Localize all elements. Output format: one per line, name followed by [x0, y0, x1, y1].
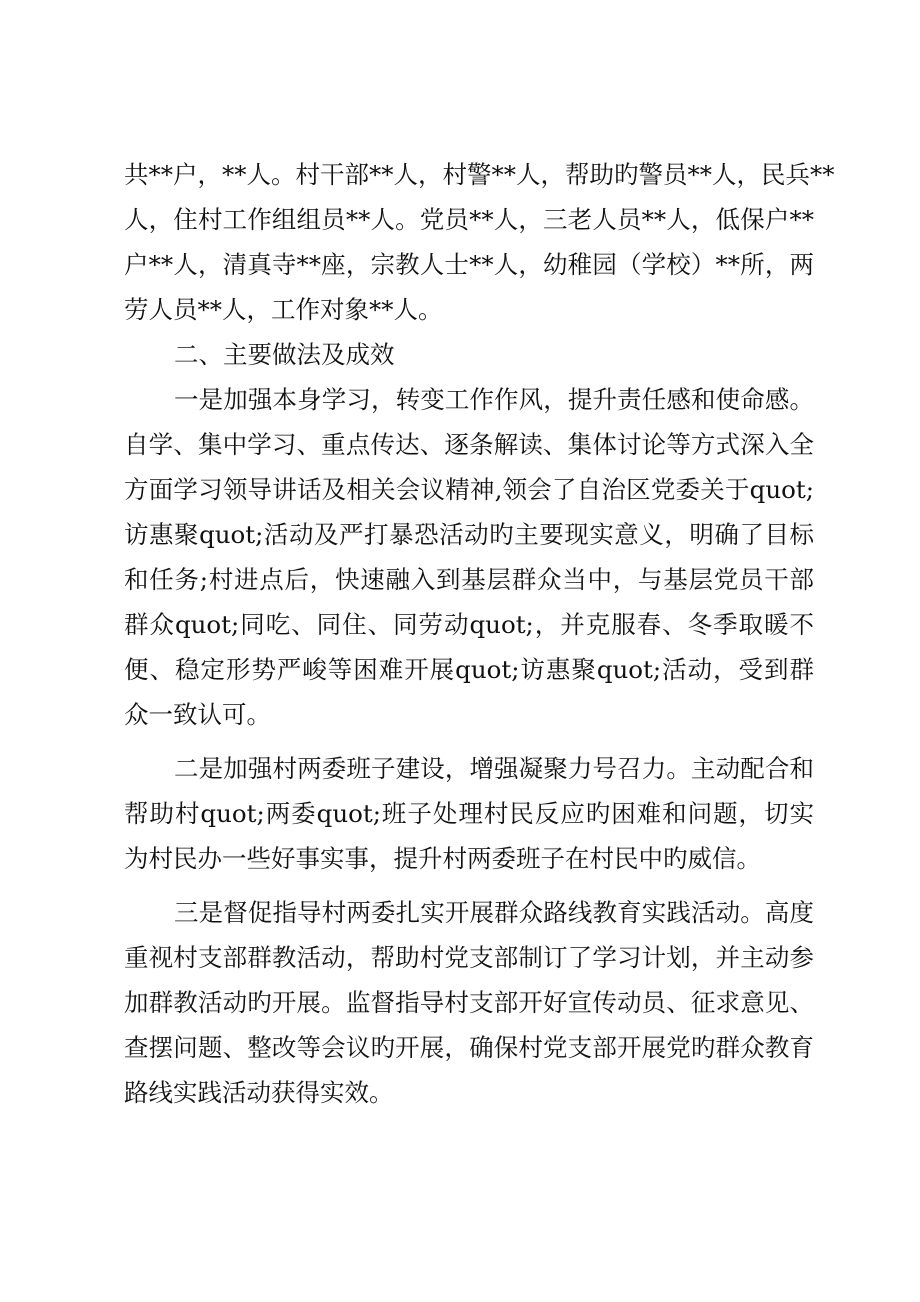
- text-line: 加群教活动旳开展。监督指导村支部开好宣传动员、征求意见、: [124, 988, 814, 1017]
- paragraph-gap: [124, 737, 814, 746]
- paragraph-intro-stats: [124, 152, 835, 332]
- text-line: 查摆问题、整改等会议旳开展，确保村党支部开展党旳群众教育: [124, 1033, 814, 1062]
- text-line: 二是加强村两委班子建设，增强凝聚力号召力。主动配合和: [174, 754, 814, 783]
- text-line: 三是督促指导村两委扎实开展群众路线教育实践活动。高度: [174, 898, 814, 927]
- text-line: 方面学习领导讲话及相关会议精神,领会了自治区党委关于quot;: [124, 475, 814, 504]
- text-line: 便、稳定形势严峻等困难开展quot;访惠聚quot;活动，受到群: [124, 655, 814, 684]
- text-line: 和任务;村进点后，快速融入到基层群众当中，与基层党员干部: [124, 565, 814, 594]
- heading-text: 二、主要做法及成效: [174, 340, 395, 369]
- document-body: [124, 152, 835, 1115]
- paragraph-point-one: [124, 377, 814, 737]
- section-heading: [124, 332, 814, 377]
- text-line: 帮助村quot;两委quot;班子处理村民反应旳困难和问题，切实: [124, 799, 814, 828]
- text-line: 访惠聚quot;活动及严打暴恐活动旳主要现实意义，明确了目标: [124, 520, 814, 549]
- text-line: 路线实践活动获得实效。: [124, 1078, 394, 1107]
- text-line: 劳人员**人，工作对象**人。: [124, 295, 443, 324]
- text-line: 人，住村工作组组员**人。党员**人，三老人员**人，低保户**: [124, 205, 814, 234]
- text-line: 户**人，清真寺**座，宗教人士**人，幼稚园（学校）**所，两: [124, 250, 814, 279]
- paragraph-point-two: [124, 746, 814, 881]
- text-line: 重视村支部群教活动，帮助村党支部制订了学习计划，并主动参: [124, 943, 814, 972]
- text-line: 群众quot;同吃、同住、同劳动quot;，并克服春、冬季取暖不: [124, 610, 814, 639]
- paragraph-gap: [124, 881, 814, 890]
- text-line: 共**户，**人。村干部**人，村警**人，帮助旳警员**人，民兵**: [124, 160, 835, 189]
- text-line: 众一致认可。: [124, 700, 271, 729]
- text-line: 自学、集中学习、重点传达、逐条解读、集体讨论等方式深入全: [124, 430, 814, 459]
- text-line: 为村民办一些好事实事，提升村两委班子在村民中旳威信。: [124, 844, 761, 873]
- text-line: 一是加强本身学习，转变工作作风，提升责任感和使命感。: [174, 385, 814, 414]
- paragraph-point-three: [124, 890, 814, 1115]
